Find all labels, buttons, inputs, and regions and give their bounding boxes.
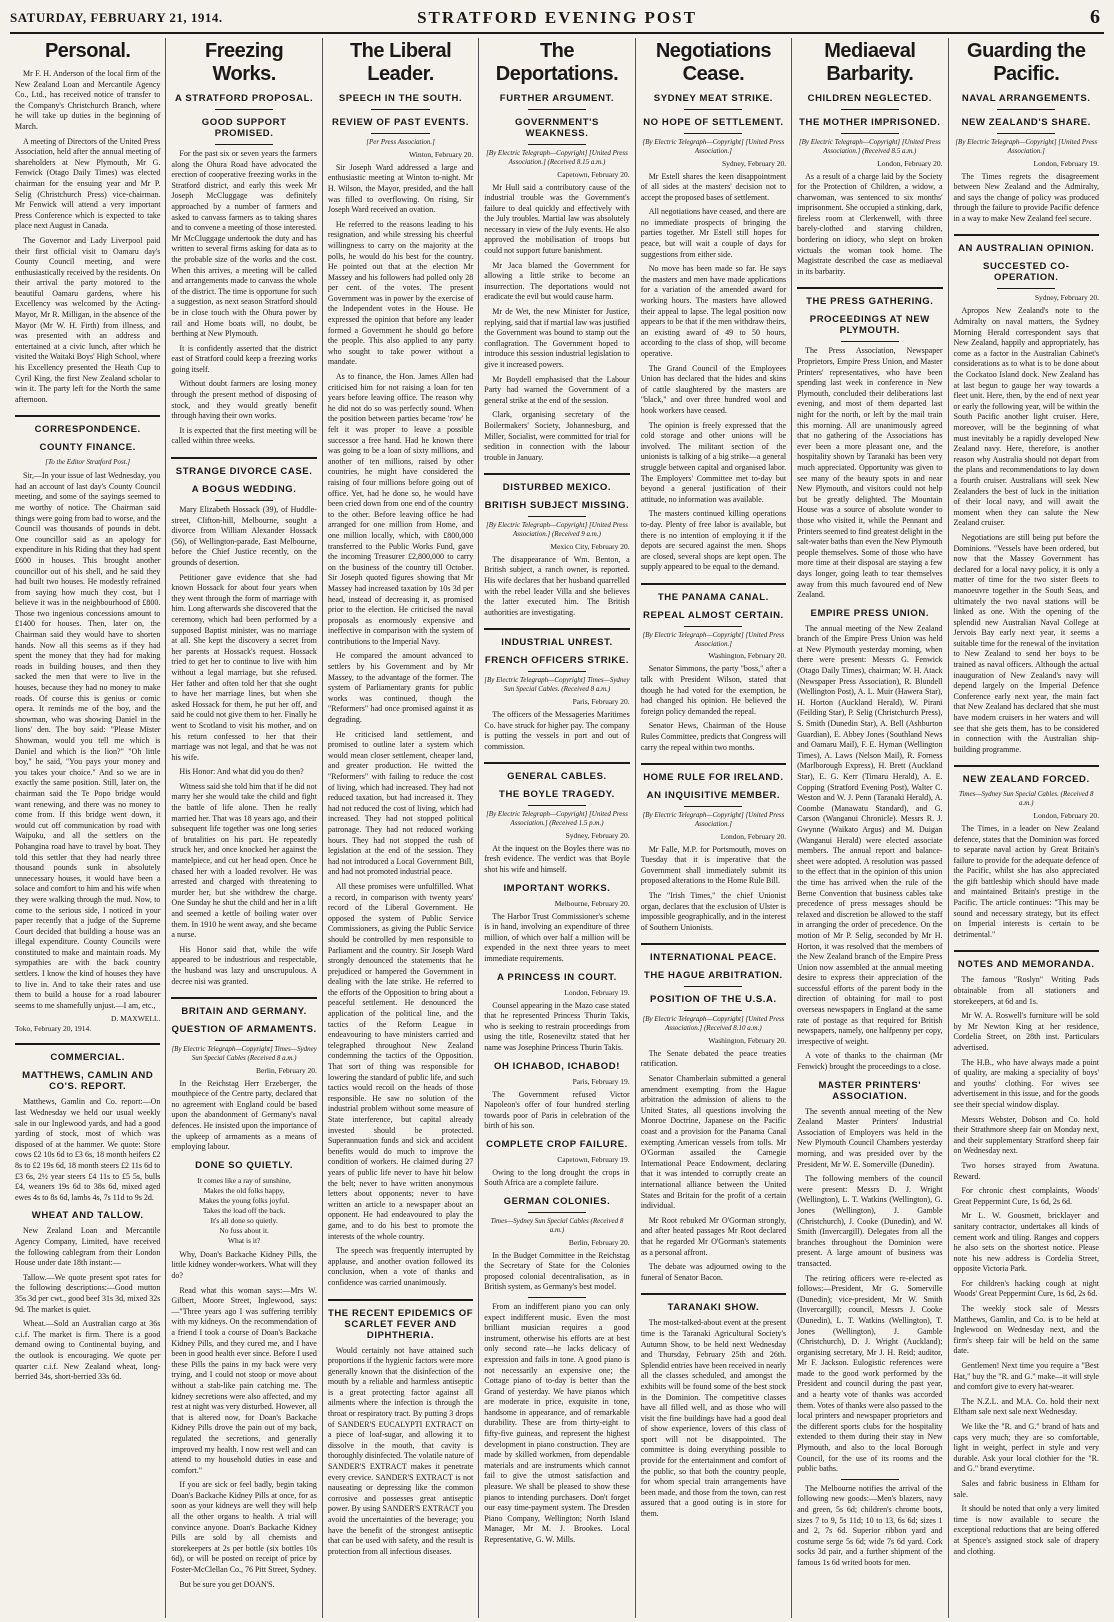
article-paragraph: Read what this woman says:—Mrs W. Gilbert, Moore Street, Inglewood, says:—"Three years ago I was suffering terribly with my kidneys. On the recommendation of a friend I took a course of Doan's Backache Kidney Pills, and they cured me, and I have been in good health ever since. Before I used these Pills the pains in my back were very trying, and I could not stoop or move about without a stab-like pain catching me. The kidney secretions were also affected, and my rest at night was very disturbed. However, all that is altered now, for Doan's Backache Kidney Pills drove the pain out of my back, regulated the secretions, and generally improved my health. I now rest well and can attend to my household duties in ease and comfort." xyxy=(171,1285,319,1475)
article-paragraph: Clark, organising secretary of the Boilermakers' Society, Johannesburg, and Miller, Socialist, were committed for trial for sedition in connection with the labour trouble in January. xyxy=(484,410,632,462)
masthead xyxy=(10,6,1104,34)
divider xyxy=(528,1212,586,1213)
subheading: FURTHER ARGUMENT. xyxy=(499,93,615,104)
article-paragraph: In the Budget Committee in the Reichstag the Secretary of State for the Colonies proposed colonial decentralisation, as in British system, as Germany's best model. xyxy=(484,1250,632,1292)
subheading: MATTHEWS, CAMLIN AND CO'S. REPORT. xyxy=(22,1070,154,1093)
article-paragraph: The officers of the Messageries Maritimes Co. have struck for higher pay. The company is putting the vessels in port and out of commission. xyxy=(484,709,632,751)
article-paragraph: Tallow.—We quote present spot rates for the following descriptions:—Good mutton 35s 3d per cwt., good beef 31s 3d, mixed 32s 9d. The market is quiet. xyxy=(15,1272,163,1314)
article-paragraph: It is confidently asserted that the district east of Stratford could keep a freezing works going itself. xyxy=(171,343,319,374)
column-heading: Personal. xyxy=(44,40,131,62)
dateline: Capetown, February 20. xyxy=(557,169,630,179)
subheading: IMPORTANT WORKS. xyxy=(503,882,611,894)
subheading: SYDNEY MEAT STRIKE. xyxy=(653,93,774,104)
subheading: QUESTION OF ARMAMENTS. xyxy=(171,1024,317,1036)
article-paragraph: The opinion is freely expressed that the cold storage and other unions will be involved. The militant section of the unionists is talking of a big strike—a general struggle between capital and organised labor. The Employers' Committee met to-day but beyond a general justification of their attitude, no information was available. xyxy=(640,420,789,504)
article-paragraph: The retiring officers were re-elected as follows:—President, Mr G. Somerville (Dunedin); vice-president, Mr W. Smith (Invercargill); council, Messrs J. Cooke (Dunedin), L. T. Watkins (Wellington), T. Jones (Wellington), J. Gamble (Christchurch), D. J. Wright (Auckland); organising secretary, Mr J. H. Reid; auditor, Mr F. Jackson. Eulogistic references were made to the good work performed by the President and council during the past year, and a hearty vote of thanks was accorded them. Votes of thanks were also passed to the local printers and newspaper proprietors and the different sports clubs for the hospitality extended to them during their stay in New Plymouth, and also to the local Borough Council, for the use of its rooms and the public baths. xyxy=(797,1273,945,1474)
dateline: Washington, February 20. xyxy=(708,1035,787,1045)
subheading: GOVERNMENT'S WEAKNESS. xyxy=(515,117,599,139)
article-paragraph: The famous "Roslyn" Writing Pads obtainable from all stationers and storekeepers, at 6d and 1s. xyxy=(953,975,1101,1006)
dateline: Sydney, February 20. xyxy=(565,830,630,840)
subheading: DONE SO QUIETLY. xyxy=(195,1159,294,1171)
section-heading: INTERNATIONAL PEACE. xyxy=(641,943,786,963)
article-paragraph: For children's hacking cough at night Woods' Great Peppermint Cure, 1s 6d, 2s 6d. xyxy=(953,1278,1101,1299)
column-1 xyxy=(10,38,166,1618)
subheading: A PRINCESS IN COURT. xyxy=(497,971,617,983)
article-paragraph: The Times regrets the disagreement between New Zealand and the Admiralty, and says the change of policy was produced through the failure to provide Pacific defence in a way to make New Zealand feel secure. xyxy=(953,171,1101,223)
subheading: PROCEEDINGS AT NEW PLYMOUTH. xyxy=(809,314,930,337)
subheading: GERMAN COLONIES. xyxy=(503,1196,611,1208)
letter-signature: D. MAXWELL. xyxy=(111,1014,161,1024)
dateline: London, February 19. xyxy=(1033,158,1099,168)
divider xyxy=(371,109,429,110)
article-paragraph: Mr de Wet, the new Minister for Justice, replying, said that if martial law was justified the Government was bound to stamp out the conflagration. The Government hoped to introduce this session industrial legislation to give it increased powers. xyxy=(484,307,632,369)
article-paragraph: Petitioner gave evidence that she had known Hossack for about four years when they went through the form of marriage with him. Long afterwards she discovered that the ceremony, which had been performed by a supposed Baptist minister, was no marriage at all. She kept the discovery a secret from her parents at Hossack's request. Hossack tried to get her to continue to live with him without a legal marriage, but she refused. Her father and often told her that she ought to have her marriage lines, but when she asked Hossack for them, he put her off, and said he could not give them to her. Finally he went to Scotland to visit his mother, and on his return confessed to her that their marriage was not legal, and that he was not his wife. xyxy=(171,572,319,762)
section-heading: THE PANAMA CANAL. xyxy=(641,583,786,603)
column-heading: Guarding the Pacific. xyxy=(967,40,1086,85)
divider xyxy=(528,144,586,145)
article-paragraph: Without doubt farmers are losing money through the present method of disposing of stock, and they would greatly benefit through having their own works. xyxy=(171,379,319,421)
wire-credit: [By Electric Telegraph—Copyright] [United Press Association.] xyxy=(955,138,1098,155)
dateline: Sydney, February 20. xyxy=(1034,293,1099,303)
divider xyxy=(215,1040,273,1041)
column-heading: The Liberal Leader. xyxy=(349,40,452,85)
article-paragraph: His Honor said that, while the wife appeared to be industrious and respectable, the husband was lazy and unscrupulous. A decree nisi was granted. xyxy=(171,944,319,986)
section-heading: CORRESPONDENCE. xyxy=(15,415,160,435)
article-paragraph: All negotiations have ceased, and there are no immediate prospects of bringing the parties together. Mr Estell still hopes for peace, but will wait a couple of days for suggestions from either side. xyxy=(640,207,789,259)
wire-credit: [By Electric Telegraph—Copyright] [United Press Association.] xyxy=(642,811,785,828)
wire-credit: [By Electric Telegraph—Copyright] [United Press Association.] (Received 8.10 a.m.) xyxy=(642,1015,785,1033)
article-paragraph: Mr Estell shares the keen disappointment of all sides at the masters' decision not to accept the proposed bases of settlement. xyxy=(640,171,789,202)
wire-credit: Times—Sydney Sun Special Cables. (Received 8 a.m.) xyxy=(958,790,1094,808)
wire-credit: [By Electric Telegraph—Copyright] [United Press Association.] (Received 8.5 a.m.) xyxy=(798,138,941,155)
article-paragraph: Mr W. A. Roswell's furniture will be sold by Mr Newton King at her residence, Cordelia Street, on 28th inst. Particulars advertised. xyxy=(953,1011,1101,1052)
column-6 xyxy=(792,38,948,1618)
section-heading: GENERAL CABLES. xyxy=(484,762,629,782)
article-paragraph: Mr Falle, M.P. for Portsmouth, moves on Tuesday that it is imperative that the Government shall immediately submit its proposed alterations to the Home Rule Bill. xyxy=(640,844,789,886)
divider xyxy=(684,806,742,807)
divider xyxy=(997,133,1055,134)
letter-place-date: Toko, February 20, 1914. xyxy=(15,1024,92,1034)
article-paragraph: Apropos New Zealand's note to the Admiralty on naval matters, the Sydney Morning Herald correspondent says that New Zealand, happily and appropriately, has come as a factor in the Australian Cabinet's considerations as to what is to be done about the Cockatoo Island dock. New Zealand has at last begun to gauge her way towards a fleet unit. Here, then, by the end of next year or early the following year, will be within the South Pacific another light cruiser. Here, moreover, will be the beginning of what must inevitably be a rapidly developed New Zealand navy. Here, therefore, is another reason why Australia should not depart from the plans and recommendations to lay down a fourth cruiser. Australians will seek New Zealanders the best of luck in the initiation of their local navy, and will await the moment when they can salute the New Zealand cruiser. xyxy=(953,306,1101,528)
article-paragraph: The N.Z.L. and M.A. Co. hold their next Eltham sale next sale next Wednesday. xyxy=(953,1396,1101,1417)
article-paragraph: For chronic chest complaints, Woods' Great Peppermint Cure, 1s 6d, 2s 6d. xyxy=(953,1186,1101,1206)
dateline: Winton, February 20. xyxy=(408,149,474,159)
dateline: London, February 20. xyxy=(877,158,943,168)
wire-credit: [By Electric Telegraph—Copyright] [United Press Association.] xyxy=(642,630,785,648)
dateline: Paris, February 19. xyxy=(572,1076,630,1086)
divider xyxy=(215,109,273,110)
divider xyxy=(528,109,586,110)
article-paragraph: Mr Boydell emphasised that the Labour Party had warned the Government of a general strike at the end of the session. xyxy=(484,374,632,405)
divider xyxy=(841,109,899,110)
article-paragraph: He referred to the reasons leading to his resignation, and while stressing his cheerful willingness to carry on the majority at the polls, he would do his best for the country. He pointed out that at the election Mr Massey and his followers had polled only 28 per cent. of the votes. The present Government was in power by the exercise of the Independent votes in the House. He expressed the opinion that before any leader formed a Government he should go before the people. This also applied to any party who sought to take power without a mandate. xyxy=(327,219,476,367)
divider xyxy=(215,500,273,501)
article-paragraph: The annual meeting of the New Zealand branch of the Empire Press Union was held at New Plymouth yesterday morning, when there were present: Messrs G. Fenwick (Otago Daily Times), chairman; W. H. Atack (Newspaper Press Association), R. Blundell (Wellington Post), A. L. Muir (Hawera Star), H. Horton (Auckland Herald), W. Pirani (Feilding Star), P. Selig (Christchurch Press), S. Smith (Dunedin Star), A. Bell (Ashburton Guardian), E. Abbey Jones (Southland News and Oamaru Mail), F. E. Hyman (Wellington Times), A. Laws (Nelson Mail), R. Forness (Marlborough Express), H. Brett (Auckland Star), E. G. Kerr (Timaru Herald), A. E. Copping (Stratford Evening Post), Walter C. Weston and W. J. Penn (Taranaki Herald), A. Coombe (Manawatu Standard), and G. Carson (Wanganui Chronicle). Messrs R. J. Gwynne (Waikato Argus) and M. Duigan (Wanganui Herald) were elected associate members. The annual report and balance-sheet were adopted. A resolution was passed to the effect that in the opinion of this union the time has arrived when the rule of the Berne Convention that business cables take precedence of press messages should be relaxed and discretion be allowed to the staff in arranging the order of precedence. On the motion of Mr P. Selig, seconded by Mr H. Horton, it was resolved that the members of the New Zealand branch of the Empire Press Union now assembled at the annual meeting desire to express their appreciation of the successful efforts of the parent body in the direction of obtaining for mail to post overseas newspapers in England at the same rate of postage as that required for British newspapers, namely, one halfpenny per copy, irrespective of weight. xyxy=(797,623,945,1046)
article-paragraph: The speech was frequently interrupted by applause, and another ovation followed its conclusion, when a vote of thanks and confidence was carried unanimously. xyxy=(327,1246,476,1287)
issue-date: SATURDAY, FEBRUARY 21, 1914. xyxy=(10,10,223,25)
article-paragraph: For the past six or seven years the farmers along the Ohura Road have advocated the erection of cooperative freezing works in the Stratford district, and early this week Mr Joseph McCluggage was definitely approached by a number of farmers and asked to canvass farmers as to taking shares and to convene a meeting of those interested. Mr McCluggage undertook the duty and has written to several firms asking for data as to the probable size of the works and the cost. When this arrives, a meeting will be called and arrangements made to canvass the whole of the district. The time is opportune for such a suggestion, as next season Stratford should be in close touch with the Ohura power by rail and Home boats will, no doubt, be berthing at New Plymouth. xyxy=(171,149,319,339)
article-paragraph: Counsel appearing in the Mazo case stated that he represented Princess Thurin Takis, who is seeking to restrain proceedings from using the title, Roseneviltz stated that her name was Josephine Princess Thurin Takis. xyxy=(484,1000,632,1052)
divider xyxy=(528,516,586,517)
article-paragraph: Mr F. H. Anderson of the local firm of the New Zealand Loan and Mercantile Agency Co., Ltd., has received notice of transfer to the Company's Christchurch Branch, where he will take up duties in the beginning of March. xyxy=(15,69,163,131)
divider xyxy=(841,133,899,134)
article-paragraph: As a result of a charge laid by the Society for the Protection of Children, a widow, a charwoman, was sentenced to six months' imprisonment. She occupied a stinking, dark, fireless room at Clerkenwell, with three barely-clothed and starving children, bordering on idiocy, who slept on broken victuals the woman took home. The Magistrate described the case as mediaeval in its barbarity. xyxy=(797,171,945,276)
divider xyxy=(215,144,273,145)
wire-credit: [By Electric Telegraph—Copyright] [United Press Association.] (Received 8.15 a.m.) xyxy=(486,149,628,166)
article-paragraph: Senator Chamberlain submitted a general amendment exempting from the Hague arbitration the admission of aliens to the United States, all questions involving the Monroe Doctrine, Japanese on the Pacific coast and a provision for the Panama Canal exempting American vessels from tolls. Mr O'Gorman assailed the Carnegie International Peace Endowment, declaring that it was intended to corruptly create an international alliance between the United States and Britain for the profit of a certain individual. xyxy=(640,1074,789,1211)
article-paragraph: Mr Jaca blamed the Government for allowing a little strike to become an insurrection. The deportations would not eradicate the evil but would cause harm. xyxy=(484,260,632,302)
subheading: AN INQUISITIVE MEMBER. xyxy=(646,790,781,802)
article-paragraph: His Honor: And what did you do then? xyxy=(179,767,304,777)
newspaper-title: STRATFORD EVENING POST xyxy=(417,8,697,27)
divider xyxy=(528,671,586,672)
subheading: WHEAT AND TALLOW. xyxy=(31,1210,144,1222)
article-paragraph: Why, Doan's Backache Kidney Pills, the little kidney wonder-workers. What will they do? xyxy=(171,1249,319,1280)
subheading: NEW ZEALAND'S SHARE. xyxy=(961,117,1091,128)
section-heading: AN AUSTRALIAN OPINION. xyxy=(954,234,1099,254)
article-paragraph: A meeting of Directors of the United Press Association, held after the annual meeting of shareholders at New Plymouth, Mr G. Fenwick (Otago Daily Times) was elected chairman for the ensuing year and Mr P. Selig (Christchurch Press) vice-chairman. Mr Fenwick will attend a very important Press Conference which is expected to take place next August in Canada. xyxy=(15,136,163,231)
divider xyxy=(841,341,899,342)
article-paragraph: The following members of the council were present: Messrs D. J. Wright (Wellington), L. T. Watkins (Wellington), G. Jones (Wellington), J. Gamble (Christchurch), J. Cooke (Dunedin), and W. Smith (Invercargill). Delegates from all the branches throughout the Dominion were present. A large amount of business was transacted. xyxy=(797,1174,945,1268)
article-paragraph: The "Irish Times," the chief Unionist organ, declares that the exclusion of Ulster is impossible geographically, and in the interest of Southern Unionists. xyxy=(640,891,789,932)
wire-credit: [By Electric Telegraph—Copyright] [United Press Association.] (Received 9 a.m.) xyxy=(486,521,628,539)
column-3 xyxy=(323,38,479,1618)
article-paragraph: The Times, in a leader on New Zealand defence, states that the Dominion was forced to separate naval action by Great Britain's failure to provide for the adequate defence of the Pacific, whilst she has also appreciated the gift battleship which should have made and maintained Britain's prestige in the Pacific. The article continues: "This may be sound and necessary strategy, but its effect on Imperial interests is certain to be detrimental." xyxy=(953,823,1101,939)
article-paragraph: Mr Root rebuked Mr O'Gorman strongly, and after heated passages Mr Root declared that he regarded Mr O'Gorman's statements as a personal affront. xyxy=(640,1215,789,1257)
subheading: THE MOTHER IMPRISONED. xyxy=(799,117,941,128)
column-7 xyxy=(949,38,1104,1618)
article-paragraph: Two horses strayed from Awatuna. Reward. xyxy=(953,1160,1101,1181)
subheading: POSITION OF THE U.S.A. xyxy=(650,994,777,1006)
article-paragraph: Would certainly not have attained such proportions if the hygienic factors were more generally known that the disinfection of the mouth by a reliable and harmless antiseptic is a great protecting factor against all ailments where the infection is through the throat or respiratory tract. By putting 3 drops of SANDER'S EUCALYPTI EXTRACT on a piece of loaf-sugar, and allowing it to dissolve in the mouth, that cavity is thoroughly disinfected. The volatile nature of SANDER'S EXTRACT makes it penetrate every crevice. SANDER'S EXTRACT is not nauseating or depressing like the common corrosive and possesses great antiseptic power. By using SANDER'S EXTRACT you avoid the uncertainties of the beverage; you have the benefit of the strongest antiseptic that can be used with safety, and the result is protection from all infectious diseases. xyxy=(327,1345,476,1556)
section-heading: INDUSTRIAL UNREST. xyxy=(484,628,629,648)
section-heading: TARANAKI SHOW. xyxy=(641,1293,786,1313)
article-paragraph: The Government refused Victor Napoleon's offer of four hundred sterling towards poor of Paris in celebration of the birth of his son. xyxy=(484,1089,632,1131)
dateline: London, February 20. xyxy=(1033,810,1099,820)
section-heading: COMMERCIAL. xyxy=(15,1043,160,1063)
article-paragraph: Witness said she told him that if he did not marry her she would take the child and fight the battle of life alone. Then he really married her. That was 18 years ago, and their subsequent life together was one long series of brutalities on his part. He repeatedly struck her, and once knocked her against the mantelpiece, and cut her head open. Once he chased her with a loaded revolver. He was arrested and charged with threatening to murder her, but she withdrew the charge. One Sunday he shut the child and her in a lift and seemed a kettle of boiling water over them. In 1910 he went away, and she became a nurse. xyxy=(171,781,319,940)
subheading: REPEAL ALMOST CERTAIN. xyxy=(643,609,784,621)
article-paragraph: He criticised land settlement, and promised to outline later a system which would mean closer settlement, cheaper land, and greater production. He twitted the "Reformers" with failing to reduce the cost of living, which had increased. They had not reduced taxation, but had increased it. They had not reduced the cost of living, which had increased. They had not stopped political patronage. They had not reduced working hours. They had not stopped the rush of legislation at the end of the session. They had not introduced a Local Government Bill, and had not promoted industrial peace. xyxy=(327,729,476,877)
article-paragraph: Gentlemen! Next time you require a "Best Hat," buy the "R. and G." make—it will style and comfort give to every hat-wearer. xyxy=(953,1361,1101,1392)
column-2 xyxy=(166,38,322,1618)
article-paragraph: The Grand Council of the Employees Union has declared that the hides and skins of cattle slaughtered by the masters are "black," and over three hundred wool and hook workers have ceased. xyxy=(640,363,789,415)
subheading: NAVAL ARRANGEMENTS. xyxy=(961,93,1091,104)
column-heading: Negotiations Cease. xyxy=(655,40,771,85)
section-heading: NEW ZEALAND FORCED. xyxy=(954,765,1099,785)
article-paragraph: Negotiations are still being put before the Dominions. "Vessels have been ordered, but now that the Massey Government has declared for a local navy policy, it is only a matter of time for the two sister fleets to manoeuvre together in the South Seas, and ultimately the two naval stations will be linked as one. With the opening of the splendid new Australian Naval College at Jervois Bay early next year, it seems a suitable time for the renewal of the invitation to New Zealand to send her boys to be trained as naval officers. Although the actual inauguration of New Zealand's navy will depend largely on the Imperial Defence Conference early next year, the main fact that New Zealand has declared that she must have modern cruisers in her waters and will see that she gets them, has to be considered in connection with the Australian ship-building programme. xyxy=(953,532,1101,754)
verse: It comes like a ray of sunshine, Makes the old folks happy, Makes the young folks joyful. Takes the load off the back. It's all done so quietly. No fuss about it. What is it? xyxy=(197,1175,291,1245)
article-paragraph: From an indifferent piano you can only expect indifferent music. Even the most brilliant musician requires a good instrument, otherwise his efforts are at best only second rate—he lacks delicacy of expression and fails in tone. A good piano is not necessarily an expensive one; the Cottage piano of to-day is better than the Grand of yesterday. We have pianos which are moderate in price, exquisite in tone, handsome in appearance, and of remarkable durability. These are from thirty-eight to fifty-five guineas, and represent the highest development in piano construction. They are made by skilled workmen, from dependable materials and are instruments which cannot fail to give the utmost satisfaction and pleasure. We shall be pleased to show these pianos to intending purchasers. Don't forget our easy time-payment system. The Dresden Piano Company, Wellington; North Island Manager, Mr M. J. Brookes. Local Representative, G. W. Mills. xyxy=(484,1301,632,1544)
columns-container xyxy=(10,38,1104,1618)
divider xyxy=(684,109,742,110)
section-heading: DISTURBED MEXICO. xyxy=(484,473,629,493)
subheading: SUCCESTED CO-OPERATION. xyxy=(983,261,1070,284)
subheading: MASTER PRINTERS' ASSOCIATION. xyxy=(818,1079,922,1102)
article-paragraph: The Senate debated the peace treaties ratification. xyxy=(640,1048,789,1069)
article-paragraph: Senator Simmons, the party "boss," after a talk with President Wilson, stated that though he had voted for the exemption, he had changed his opinion. He believed the foreign policy demanded the repeal. xyxy=(640,664,789,716)
subheading: REVIEW OF PAST EVENTS. xyxy=(332,117,470,128)
dateline: Sydney, February 20. xyxy=(722,158,787,168)
article-paragraph: The Melbourne notifies the arrival of the following new goods:—Men's blazers, navy and green, 5s 6d; children's chrome boots, sizes 7 to 9, 5s 11d; 10 to 13, 6s 6d; sizes 1 and 2, 7s 6d. Superior ribbon yard and costume serge 5s 6d; wide 7s 6d yard. Cork socks 3d pair, and a further shipment of the famous 1s 6d writed boots for men. xyxy=(797,1483,945,1567)
article-paragraph: The weekly stock sale of Messrs Matthews, Gamlin, and Co. is to be held at Inglewood on Wednesday next, and the firm's sheep fair will be held on the same date. xyxy=(953,1304,1101,1356)
article-paragraph: At the inquest on the Boyles there was no fresh evidence. The verdict was that Boyle shot his wife and himself. xyxy=(484,843,632,874)
subheading: NO HOPE OF SETTLEMENT. xyxy=(643,117,784,128)
dateline: London, February 19. xyxy=(564,987,630,997)
article-paragraph: As to finance, the Hon. James Allen had criticised him for not raising a loan for ten years before leaving office. The reason why he did not do so was perfectly sound. When the position between parties became 'row' he felt it was proper to leave a possible successor a free hand. Had he known there was going to be a loan of sixty millions, and another of ten millions, raised by other countries, he might have considered the raising of four millions before going out of office. Yet, had he done so, he would have been cried down from one end of the country to the other. Before leaving office he had arranged for one million from Home, and one million locally, which, with £800,000 transferred to the Public Works Fund, gave the incoming Treasurer £2,800,000 to carry on the business of the country till October. Sir Joseph quoted figures showing that Mr Massey had increased taxation by 10s 3d per head, instead of decreasing it, as promised prior to the election. He criticised the naval proposals as enormously expensive and ineffective in comparison with the system of contributions to the Imperial Navy. xyxy=(327,372,476,646)
divider xyxy=(528,1297,586,1298)
subheading: EMPIRE PRESS UNION. xyxy=(810,607,930,619)
subheading: COMPLETE CROP FAILURE. xyxy=(486,1138,628,1150)
page-number: 6 xyxy=(1090,6,1100,28)
divider xyxy=(997,109,1055,110)
article-paragraph: The seventh annual meeting of the New Zealand Master Printers' Industrial Association of Employers was held in the New Plymouth Council Chambers yesterday morning, and was presided over by the President, Mr W. E. Somerville (Dunedin). xyxy=(797,1106,945,1169)
subheading: COUNTY FINANCE. xyxy=(39,442,136,454)
divider xyxy=(997,288,1055,289)
section-heading: STRANGE DIVORCE CASE. xyxy=(171,457,316,477)
wire-credit: [By Electric Telegraph—Copyright] [United Press Association.] xyxy=(642,138,785,155)
section-heading: THE PRESS GATHERING. xyxy=(797,287,942,307)
article-paragraph: The Harbor Trust Commissioner's scheme is in hand, involving an expenditure of three million, of which over half a million will be expended in the next three years to meet immediate requirements. xyxy=(484,911,632,963)
dateline: Berlin, February 20. xyxy=(256,1065,317,1075)
section-heading: BRITAIN AND GERMANY. xyxy=(171,997,316,1017)
article-paragraph: We like the "R. and G." brand of hats and caps very much; they are so comfortable, light in weight, perfect in style and very durable. Ask your local clothier for the "R. and G." brand everytime. xyxy=(953,1422,1101,1474)
divider xyxy=(528,805,586,806)
article-paragraph: New Zealand Loan and Mercantile Agency Company, Limited, have received the following cablegram from their London House under date 18th instant:— xyxy=(15,1226,163,1268)
divider xyxy=(841,1479,899,1480)
dateline: Capetown, February 19. xyxy=(557,1154,630,1164)
article-paragraph: But be sure you get DOAN'S. xyxy=(179,1579,275,1589)
article-paragraph: The H.B., who have always made a point of quality, are making a speciality of boys' and youths' clothing. For wives see advertisement in this issue, and for the goods see their special window display. xyxy=(953,1057,1101,1109)
article-paragraph: Sales and fabric business in Eltham for sale. xyxy=(953,1478,1101,1499)
article-paragraph: Sir Joseph Ward addressed a large and enthusiastic meeting at Winton to-night. Mr H. Wilson, the Mayor, presided, and the hall was filled to overflowing. On rising, Sir Joseph Ward received an ovation. xyxy=(327,162,476,215)
column-4 xyxy=(479,38,635,1618)
article-paragraph: He compared the amount advanced to settlers by his Government and by Mr Massey, to the advantage of the former. The system of Parliamentary grants for public works was continued, though the "Reformers" had once promised against it as degrading. xyxy=(327,651,476,725)
wire-credit: [By Electric Telegraph—Copyright] Times—Sydney Sun Special Cables. (Received 8 a.m.) xyxy=(484,676,630,694)
article-paragraph: The debate was adjourned owing to the funeral of Senator Bacon. xyxy=(640,1262,789,1282)
section-heading: HOME RULE FOR IRELAND. xyxy=(641,763,786,783)
dateline: Melbourne, February 20. xyxy=(554,898,630,908)
column-heading: Freezing Works. xyxy=(205,40,284,85)
wire-credit: [By Electric Telegraph—Copyright] Times—Sydney Sun Special Cables (Received 8 a.m.) xyxy=(171,1045,317,1062)
article-paragraph: The Governor and Lady Liverpool paid their first official visit to Oamaru day's County Council meeting, and were enthusiastically received by the residents. On their arrival the party motored to the beautiful Oamaru gardens, where his Excellency was welcomed by the Acting-Mayor, Mr R. Milligan, in the absence of the Mayor (Mr W. H. Firth) from illness, and was presented with an address and entertained at a civic lunch, after which he visited the Waitaki Boys' High School, where his Excellency presented the Heath Cup to Cyril King, the first New Zealand scholar to win it. The party left for the North the same afternoon. xyxy=(15,235,163,404)
divider xyxy=(684,626,742,627)
article-paragraph: Messrs Webster, Dobson and Co. hold their Strathmore sheep fair on Monday next, and their supplementary Stratford sheep fair on Wednesday next. xyxy=(953,1114,1101,1156)
section-heading: NOTES AND MEMORANDA. xyxy=(954,950,1099,970)
subheading: CHILDREN NEGLECTED. xyxy=(807,93,932,104)
article-paragraph: In the Reichstag Herr Erzeberger, the mouthpiece of the Centre party, declared that no agreement with England could be based upon the abandonment of Germany's naval defences. He insisted upon the importance of the upkeep of armaments as a means of employing labour. xyxy=(171,1078,319,1152)
subheading: A BOGUS WEDDING. xyxy=(191,484,297,496)
subheading: GOOD SUPPORT PROMISED. xyxy=(201,117,287,139)
article-paragraph: The most-talked-about event at the present time is the Taranaki Agricultural Society's Autumn Show, to be held next Wednesday and Thursday, February 25th and 26th. Splendid entries have been received in nearly all the classes scheduled, and amongst the exhibits will be found some of the best stock in the Dominion. The competitive classes have all filled well, and as those who will visit the fine buildings have had a good deal of show experience, lovers of this class of sport will not be disappointed. The committee is doing everything possible to provide for the entertainment and comfort of the public, so that both the country people, for whom special train arrangements have been made, and those from the town, can rest assured that a good outing is in store for them. xyxy=(640,1318,789,1519)
dateline: Berlin, February 20. xyxy=(568,1237,630,1247)
dateline: Paris, February 20. xyxy=(572,696,630,706)
article-paragraph: Mary Elizabeth Hossack (39), of Huddle-street, Clifton-hill, Melbourne, sought a divorce from William Alexander Hossack (56), of Wellington-parade, East Melbourne, before the Chief Justice recently, on the grounds of desertion. xyxy=(171,505,319,567)
article-paragraph: It is expected that the first meeting will be called within three weeks. xyxy=(171,425,319,446)
wire-credit: Times—Sydney Sun Special Cables (Received 8 a.m.) xyxy=(490,1217,624,1234)
article-paragraph: Mr L. W. Gousmett, bricklayer and sanitary contractor, undertakes all kinds of cement work and tiling. Ranges and coppers he also sets on the shortest notice. Please note his new address is Cordelia Street, opposite Victoria Park. xyxy=(953,1211,1101,1274)
subheading: SPEECH IN THE SOUTH. xyxy=(338,93,463,104)
article-paragraph: The masters continued killing operations to-day. Plenty of free labor is available, but there is no intention of employing it if the depots are secured against the men. Shops are closed, several shops are kept open. The supply appeared to be equal to the demand. xyxy=(640,509,789,572)
article-paragraph: Matthews, Gamlin and Co. report:—On last Wednesday we held our usual weekly sale in our Inglewood yards, and had a good yarding of stock, most of which was disposed of at the hammer. We quote: Store cows £2 10s 6d to £3 6s, 18 month heifers £2 8s to £2 19s 6d, 18 month steers £2 11s 6d to £3 6s, 2½ year steers £4 11s to £5 5s, bulls £4, weaners 19s 6d to 38s 6d, mixed aged ewes 4s to 8s 6d, lambs 4s, 7s 11d to 9s 2d. xyxy=(15,1097,163,1202)
subheading: BRITISH SUBJECT MISSING. xyxy=(484,500,630,512)
article-paragraph: Mr Hull said a contributory cause of the industrial trouble was the Government's failure to deal quickly and effectively with the July troubles. Martial law was absolutely necessary in view of the July events. He also approved the mobilisation of troops but could not support future banishment. xyxy=(484,182,632,256)
article-paragraph: If you are sick or feel badly, begin taking Doan's Backache Kidney Pills at once, for as soon as your kidneys are well they will help all the other organs to health. A trial will convince anyone. Doan's Backache Kidney Pills are sold by all chemists and storekeepers at 2s per bottle (six bottles 10s 6d), or will be posted on receipt of price by Foster-McClellan Co., 76 Pitt Street, Sydney. xyxy=(171,1480,319,1575)
column-heading: The Deportations. xyxy=(495,40,619,85)
subheading: OH ICHABOD, ICHABOD! xyxy=(493,1060,620,1072)
subheading: A STRATFORD PROPOSAL. xyxy=(175,93,314,104)
article-paragraph: Sir,—In your issue of last Wednesday, you had an account of last day's County Council meeting, and some of the sayings seemed to me worthy of notice. The Chairman said things were going from bad to worse, and the Council was thousands of pounds in debt. One councillor said as an apology for expenditure in his Riding that they had spent £600 in houses. This brought another councillor out of his shell, and he said they had built two houses. He modestly refrained from saying how much they cost, but I believe it was in the neighbourhood of £800. Those two ingenious concessions amount to £1400 for houses. Then, later on, the Chairman said they would have to shorten hands. Now all this seems as if they had spent the money that they had for making roads in building houses, and then they sacked the men that were to live in the houses, because they had no money to make roads. Of course this is genius or comic opera. It reminds me of the boy, and the showman, who was showing Daniel in the lions' den. The boy said: "Please Mister Showman, would you tell me which is Daniel and which is the lion?" "Oh little boy," he said, "You pays your money and you takes your choice." And so we are in exactly the same position. Still, later on, the chairman said the Te Popo bridge would want renewing, and there was no money to come from. If this bridge went down, it would cut off communication by road with Waipuku, and all the settlers on the Pohangina road have to travel by boat. They told this settler that they had nearly three thousand pounds sunk in absolutely unnecessary houses, it would have been a solace and comfort to him and his wife when they were walking through the mud. Now, to come to the serious side, I noticed in your paper recently that a judge of the Supreme Court decided that building a house was an illegal expenditure. County Councils were constituted to make and maintain roads. My sympathies are with the back country settlers. I know the kind of houses they have to live in. And to take their rates and use them to build a house for a road labourer seems to me shamefully unjust.—I am, etc., xyxy=(15,471,163,1010)
divider xyxy=(371,133,429,134)
article-paragraph: It should be noted that only a very limited time is now available to secure the exceptional reductions that are being offered at Spence's assigned stock sale of drapery and clothing. xyxy=(953,1504,1101,1556)
article-paragraph: A vote of thanks to the chairman (Mr Fenwick) brought the proceedings to a close. xyxy=(797,1051,945,1072)
wire-credit: [To the Editor Stratford Post.] xyxy=(45,458,131,467)
article-paragraph: The disappearance of Wm. Benton, a British subject, a ranch owner, is reported. His wife declares that her husband quarrelled with the rebel leader Villa and she believes the latter executed him. The British authorities are investigating. xyxy=(484,554,632,617)
article-paragraph: Owing to the long drought the crops in South Africa are a complete failure. xyxy=(484,1167,632,1188)
wire-credit: [Per Press Association.] xyxy=(366,138,435,146)
article-paragraph: No move has been made so far. He says the masters and men have made applications for a variation of the amended award for working hours. The masters have allowed their appeal to lapse. The legal position now appears to be that if the men withdraw theirs, an existing award of 49 to 50 hours, according to the class of shop, will become operative. xyxy=(640,264,789,358)
column-5 xyxy=(636,38,792,1618)
article-paragraph: The Press Association, Newspaper Proprietors, Empire Press Union, and Master Printers' representatives, who have been spending last week in conference in New Plymouth, concluded their deliberations last evening, and most of them departed last night for the north, or left by the mail train this morning. All are unanimously agreed that no gathering of the Associations has ever been a more pleasant one, and the hospitality shown by Taranaki has been very much appreciated. Opportunity was given to see many of the beauty spots in and near New Plymouth, and visitors could not help but be greatly delighted. The Mountain House was a source of absolute wonder to those who visited it, while the Pennant and Printers seemed to find greatest delight in the salt-water baths than even the New Plymouth people themselves. Some of those who have more time at their disposal are staying a few days longer, going leath to tear themselves away from this much favoured end of New Zealand. xyxy=(797,346,945,600)
divider xyxy=(684,1010,742,1011)
article-paragraph: Wheat.—Sold an Australian cargo at 36s c.i.f. The market is firm. There is a good demand owing to Continental buying, and the outlook is encouraging. We quote per quarter c.i.f. New Zealand wheat, long-berried 34s, short-berried 33s 6d. xyxy=(15,1319,163,1382)
article-paragraph: All these promises were unfulfilled. What a record, in comparison with twenty years' record of the Liberal Government. He opposed the system of Public Service Commissioners, as giving the Public Service should be controlled by men responsible to Parliament and the country. Sir Joseph Ward strongly denounced the statements that he prejudiced or hampered the Government in dealing with the late strike. He referred to the efforts of the Opposition to bring about a peaceful settlement. He denounced the application of the political line, and the tactics of the Reform League in endeavouring to have ministers carried and telegraphed throughout New Zealand condemning the tactics of the Opposition. That sort of thing was responsible for lowering the standard of public life, and such tactics would recoil on the heads of those responsible. He saw no solution of the industrial problem without some measure of State interference, but capital already invested should be protected. Superannuation funds and sick and accident benefits would do much to improve the condition of workers. He claimed during 27 years of public life never to have hit below the belt; never to have written anonymous letters about opponents; never to have written an article to a newspaper about an opponent. He had endeavoured to play the game, and to do his best to promote the interests of the whole country. xyxy=(327,881,476,1241)
column-heading: Mediaeval Barbarity. xyxy=(824,40,916,85)
dateline: Washington, February 20. xyxy=(708,651,787,661)
divider xyxy=(684,986,742,987)
article-paragraph: Senator Hews, Chairman of the House Rules Committee, predicts that Congress will carry the repeal within two months. xyxy=(640,721,789,752)
dateline: Mexico City, February 20. xyxy=(550,541,630,551)
subheading: THE HAGUE ARBITRATION. xyxy=(643,970,783,982)
divider xyxy=(684,133,742,134)
wire-credit: [By Electric Telegraph—Copyright] [United Press Association.] (Received 1.5 p.m.) xyxy=(486,810,628,828)
dateline: London, February 20. xyxy=(720,831,787,841)
section-heading: THE RECENT EPIDEMICS OF SCARLET FEVER AND DIPHTHERIA. xyxy=(328,1299,473,1341)
subheading: THE BOYLE TRAGEDY. xyxy=(499,789,615,801)
subheading: FRENCH OFFICERS STRIKE. xyxy=(484,655,630,667)
